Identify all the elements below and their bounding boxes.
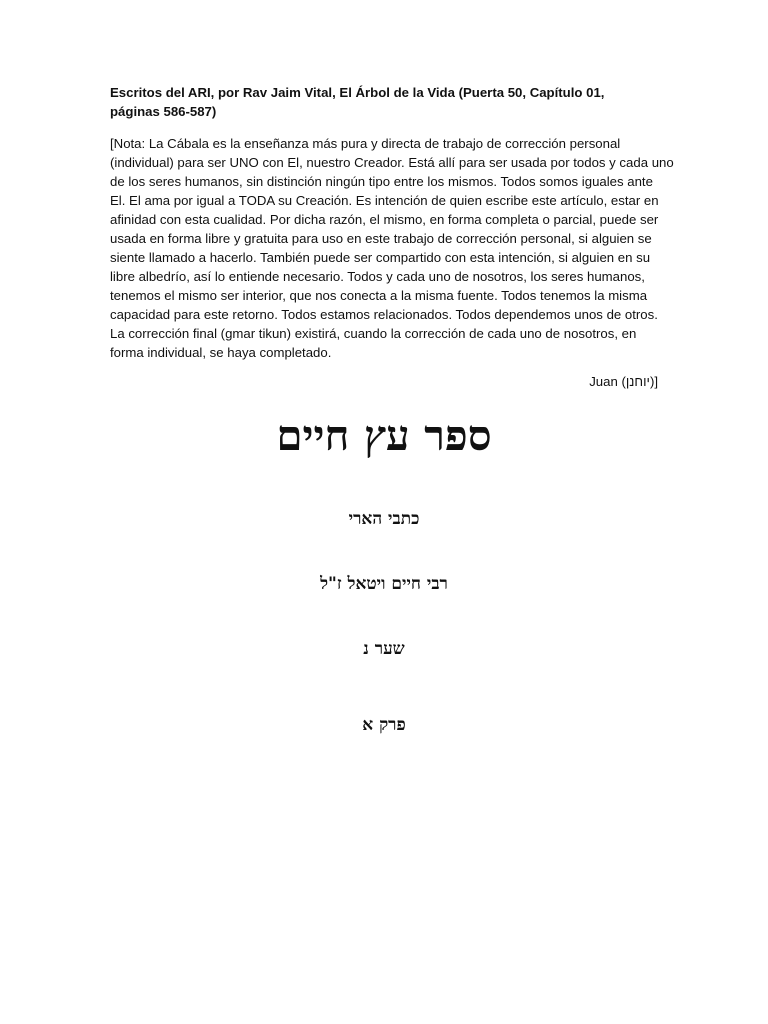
note-paragraph: [110, 134, 674, 362]
document-heading: Escritos del ARI, por Rav Jaim Vital, El Árbol de la Vida (Puerta 50, Capítulo 01, páginas 586-587): [110, 85, 605, 119]
note-line: siente llamado a hacerlo. También puede ser compartido con esta intención, si alguien en su: [110, 250, 651, 265]
note-line: tenemos el mismo ser interior, que nos conecta a la misma fuente. Todos tenemos la misma: [110, 288, 648, 303]
note-line: usada en forma libre y gratuita para uso en este trabajo de corrección personal, si alguien se: [110, 231, 652, 246]
hebrew-subtitle-gate: שער נ: [363, 639, 405, 659]
hebrew-subtitle-chapter: פרק א: [362, 715, 406, 735]
hebrew-subtitle-writings: כתבי הארי: [348, 509, 420, 529]
note-line: de los seres humanos, sin distinción ningún tipo entre los mismos. Todos somos iguales ante: [110, 174, 653, 189]
note-line: afinidad con esta cualidad. Por dicha razón, el mismo, en forma completa o parcial, puede ser: [110, 212, 659, 227]
signature: Juan (יוחנן)]: [589, 374, 658, 389]
note-line: forma individual, se haya completado.: [110, 345, 332, 360]
note-line: capacidad para este retorno. Todos estamos relacionados. Todos dependemos unos de otros.: [110, 307, 658, 322]
note-line: La corrección final (gmar tikun) existirá, cuando la corrección de cada uno de nosotros, en: [110, 326, 637, 341]
note-line: El. El ama por igual a TODA su Creación. Es intención de quien escribe este artículo, estar en: [110, 193, 659, 208]
note-line: libre albedrío, así lo entiende necesario. Todos y cada uno de nosotros, los seres humanos,: [110, 269, 645, 284]
hebrew-title: ספר עץ חיים: [276, 411, 492, 460]
hebrew-subtitle-author: רבי חיים ויטאל ז"ל: [320, 574, 448, 594]
note-line: [Nota: La Cábala es la enseñanza más pura y directa de trabajo de corrección personal: [110, 136, 621, 151]
note-line: (individual) para ser UNO con El, nuestro Creador. Está allí para ser usada por todos y cada uno: [110, 155, 674, 170]
